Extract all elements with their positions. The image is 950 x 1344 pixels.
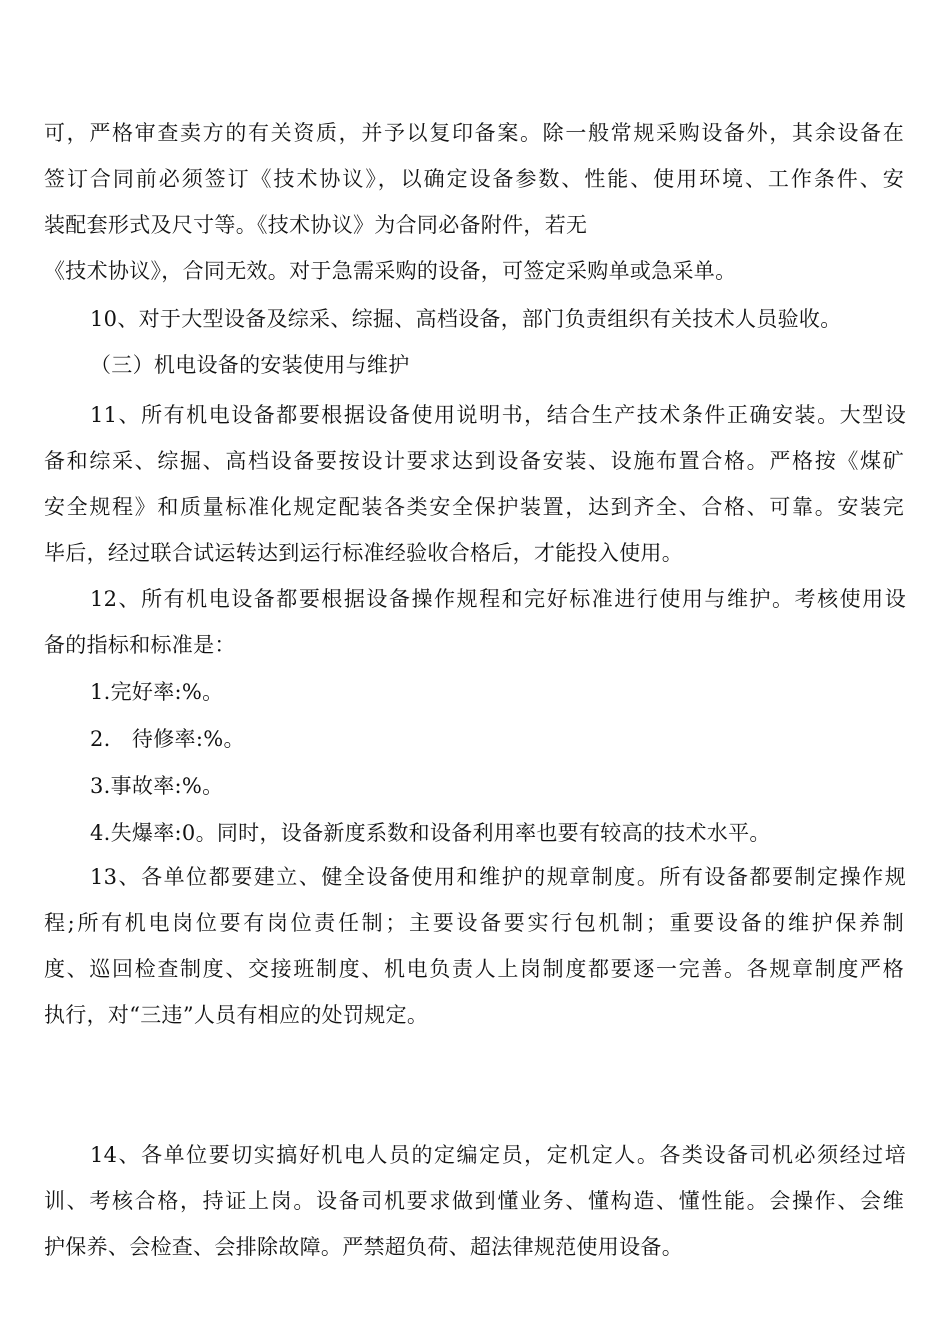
paragraph-line: 可，严格审查卖方的有关资质，并予以复印备案。除一般常规采购设备外，其余设备在 bbox=[44, 121, 904, 145]
section-heading: （三）机电设备的安装使用与维护 bbox=[90, 353, 410, 377]
paragraph-line: 程;所有机电岗位要有岗位责任制；主要设备要实行包机制；重要设备的维护保养制 bbox=[44, 911, 904, 935]
paragraph-line: 备和综采、综掘、高档设备要按设计要求达到设备安装、设施布置合格。严格按《煤矿 bbox=[44, 449, 904, 473]
paragraph-line: 毕后，经过联合试运转达到运行标准经验收合格后，才能投入使用。 bbox=[44, 541, 683, 565]
list-item: 2. 待修率:%。 bbox=[90, 727, 245, 751]
paragraph-line: 装配套形式及尺寸等。《技术协议》为合同必备附件，若无 bbox=[44, 213, 588, 237]
paragraph-line: 14、各单位要切实搞好机电人员的定编定员，定机定人。各类设备司机必须经过培 bbox=[90, 1143, 906, 1167]
paragraph-line: 签订合同前必须签订《技术协议》，以确定设备参数、性能、使用环境、工作条件、安 bbox=[44, 167, 904, 191]
paragraph-line: 护保养、会检查、会排除故障。严禁超负荷、超法律规范使用设备。 bbox=[44, 1235, 683, 1259]
list-item: 4.失爆率:0。同时，设备新度系数和设备利用率也要有较高的技术水平。 bbox=[90, 821, 771, 845]
paragraph-line: 《技术协议》，合同无效。对于急需采购的设备，可签定采购单或急采单。 bbox=[44, 259, 737, 283]
paragraph-line: 度、巡回检查制度、交接班制度、机电负责人上岗制度都要逐一完善。各规章制度严格 bbox=[44, 957, 904, 981]
paragraph-line: 12、所有机电设备都要根据设备操作规程和完好标准进行使用与维护。考核使用设 bbox=[90, 587, 906, 611]
paragraph-line: 11、所有机电设备都要根据设备使用说明书，结合生产技术条件正确安装。大型设 bbox=[90, 403, 906, 427]
list-item: 1.完好率:%。 bbox=[90, 680, 224, 704]
paragraph-line: 13、各单位都要建立、健全设备使用和维护的规章制度。所有设备都要制定操作规 bbox=[90, 865, 906, 889]
paragraph-line: 训、考核合格，持证上岗。设备司机要求做到懂业务、懂构造、懂性能。会操作、会维 bbox=[44, 1189, 904, 1213]
paragraph-line: 安全规程》和质量标准化规定配装各类安全保护装置，达到齐全、合格、可靠。安装完 bbox=[44, 495, 904, 519]
paragraph-line: 执行，对“三违”人员有相应的处罚规定。 bbox=[44, 1003, 429, 1027]
paragraph-line: 备的指标和标准是： bbox=[44, 633, 236, 657]
list-item: 3.事故率:%。 bbox=[90, 774, 224, 798]
paragraph-line: 10、对于大型设备及综采、综掘、高档设备，部门负责组织有关技术人员验收。 bbox=[90, 307, 842, 331]
